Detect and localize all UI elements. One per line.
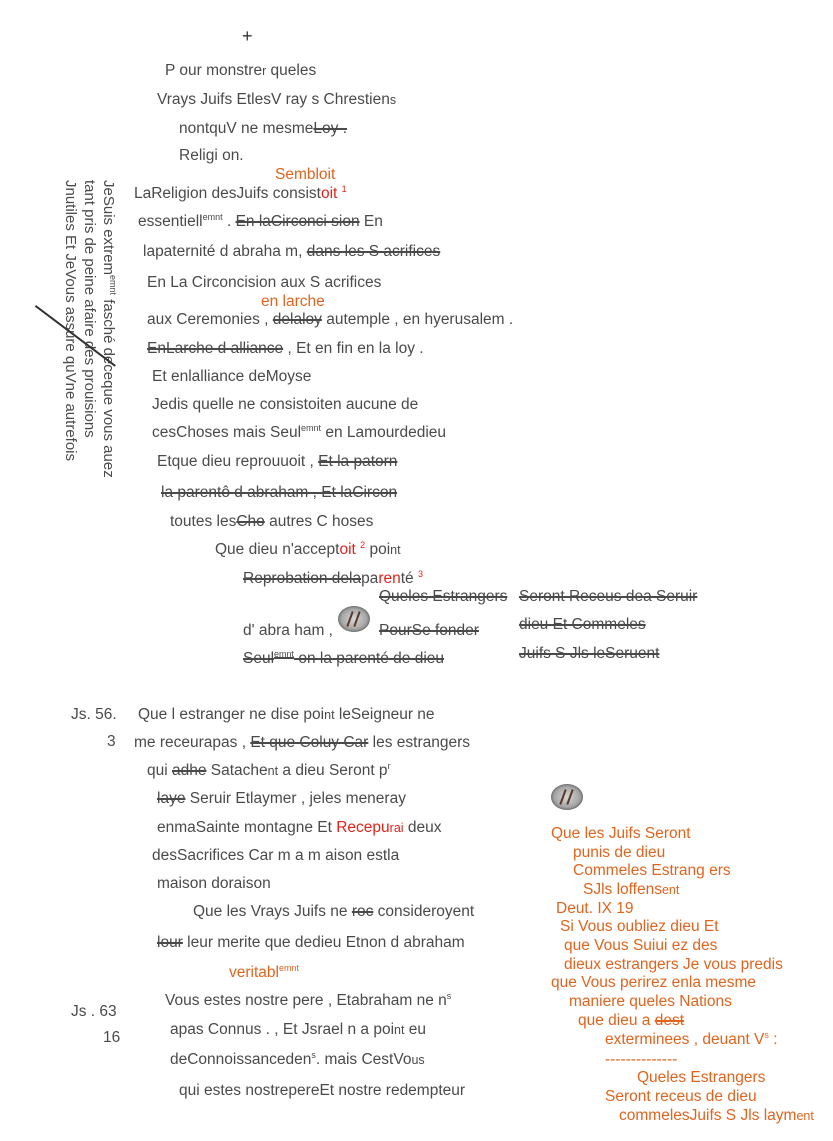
annotation-line: que Vous perirez enla mesme	[551, 974, 757, 991]
text-line: lapaternité d abraha m, dans les S acrifices	[143, 243, 441, 260]
text-line: lour leur merite que dedieu Etnon d abraham	[157, 934, 465, 951]
annotation-line: maniere queles Nations	[569, 993, 732, 1010]
scripture-reference: 16	[103, 1029, 121, 1046]
text-line: Jedis quelle ne consistoiten aucune de	[152, 396, 419, 413]
seal-icon	[551, 784, 583, 810]
struck-column-line: Juifs S Jls leSeruent	[519, 645, 660, 662]
text-line: En La Circoncision aux S acrifices	[147, 274, 382, 291]
text-line: Seul$^{emnt}$ on la parenté de dieu	[243, 649, 444, 667]
struck-column-line: Queles Estrangers	[379, 588, 508, 605]
margin-note-line: Jnutiles Et JeVous assure quVne autrefois	[62, 180, 79, 462]
struck-column-line: dieu Et Commeles	[519, 616, 646, 633]
text-line: d' abra ham ,	[243, 622, 333, 639]
text-line: deConnoissanceden$^s$. mais CestVous	[170, 1050, 425, 1068]
margin-note-line: tant pris de peine afaire des prouisions	[81, 180, 98, 438]
text-line: Que l estranger ne dise point leSeigneur ne	[138, 706, 435, 723]
text-line: Que les Vrays Juifs ne roc consideroyent	[193, 903, 475, 920]
annotation-line: que Vous Suiui ez des	[564, 937, 718, 954]
text-line: P our monstrer queles	[165, 62, 317, 79]
annotation-line: Seront receus de dieu	[605, 1088, 757, 1105]
text-line: Que dieu n'acceptoit $^2$ point	[215, 540, 401, 558]
annotation-line: punis de dieu	[573, 844, 666, 861]
text-line: enmaSainte montagne Et Recepurai deux	[157, 819, 442, 836]
cross-mark: +	[242, 26, 253, 46]
annotation-line: dieux estrangers Je vous predis	[564, 956, 783, 973]
struck-column-line: Seront Receus dea Seruir	[519, 588, 698, 605]
annotation-line: Si Vous oubliez dieu Et	[560, 918, 719, 935]
text-line: laye Seruir Etlaymer , jeles meneray	[157, 790, 406, 807]
text-line: Vous estes nostre pere , Etabraham ne $n^s$	[165, 991, 452, 1009]
scripture-reference: Js . 63	[71, 1003, 117, 1020]
text-line: Etque dieu reprouuoit , Et la patorn	[157, 453, 398, 470]
text-line: Reprobation delaparenté $^3$	[243, 569, 423, 587]
annotation-line: exterminees , deuant $V^s$ :	[605, 1030, 778, 1048]
struck-column-line: PourSe fonder	[379, 622, 479, 639]
annotation-line: commelesJuifs S Jls layment	[619, 1107, 814, 1124]
annotation-line: SJls loffensent	[583, 881, 680, 898]
text-line: maison doraison	[157, 875, 271, 892]
text-line: desSacrifices Car m a m aison estla	[152, 847, 400, 864]
text-line: me receurapas , Et que Coluy Car les estrangers	[134, 734, 471, 751]
annotation-line: Deut. IX 19	[556, 900, 634, 917]
annotation-divider: --------------	[605, 1051, 678, 1068]
text-line: aux Ceremonies , delaloy autemple , en hyerusalem .	[147, 311, 514, 328]
text-line: Vrays Juifs EtlesV ray s Chrestiens	[157, 91, 397, 108]
text-line: qui estes nostrepereEt nostre redempteur	[179, 1082, 466, 1099]
annotation-line: Queles Estrangers	[637, 1069, 766, 1086]
text-line: toutes lesCho autres C hoses	[170, 513, 374, 530]
margin-note-line: JeSuis extrem$^{emnt}$ fasché deceque vous auez	[100, 180, 118, 478]
text-line: EnLarche d alliance , Et en fin en la loy .	[147, 340, 424, 357]
seal-icon	[338, 606, 370, 632]
insertion-note: veritabl$^{emnt}$	[229, 963, 299, 981]
margin-note	[58, 180, 118, 520]
text-line: LaReligion desJuifs consistoit $^1$	[134, 184, 347, 202]
insertion-note: Sembloit	[275, 166, 336, 183]
text-line: essentiell$^{emnt}$ . En laCirconci sion En	[138, 212, 383, 230]
text-line: cesChoses mais Seul$^{emnt}$ en Lamourdedieu	[152, 423, 447, 441]
insertion-note: en larche	[261, 293, 325, 310]
annotation-line: Commeles Estrang ers	[573, 862, 731, 879]
text-line: nontquV ne mesmeLoy .	[179, 120, 348, 137]
text-line: qui adhe Satachent a dieu Seront $p^r$	[147, 761, 391, 779]
text-line: apas Connus . , Et Jsrael n a point eu	[170, 1021, 427, 1038]
scripture-reference: Js. 56.	[71, 706, 117, 723]
scripture-reference: 3	[107, 733, 116, 750]
text-line: la parentô d abraham , Et laCircon	[161, 484, 398, 501]
annotation-line: que dieu a dest	[578, 1012, 685, 1029]
text-line: Et enlalliance deMoyse	[152, 368, 312, 385]
annotation-line: Que les Juifs Seront	[551, 825, 691, 842]
text-line: Religi on.	[179, 147, 244, 164]
